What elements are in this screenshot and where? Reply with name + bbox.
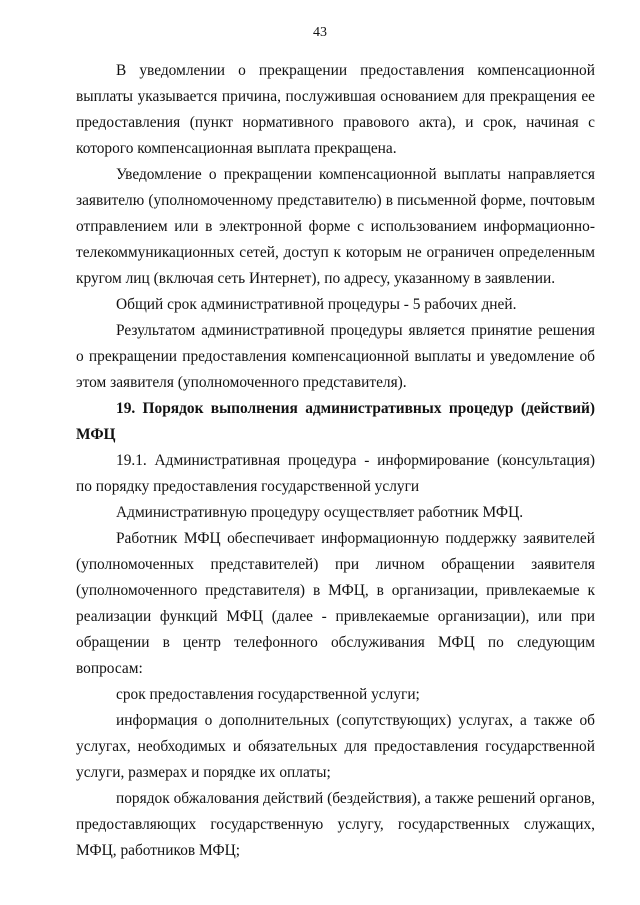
list-item-additional-services: информация о дополнительных (сопутствующих) услугах, а также об услугах, необходимых и обязательных для предоставления государственной услуги, размерах и порядке их оплаты;	[76, 712, 595, 781]
paragraph-procedure-performer: Административную процедуру осуществляет работник МФЦ.	[116, 504, 524, 521]
subsection-heading-19-1: 19.1. Административная процедура - информирование (консультация) по порядку предоставления государственной услуги	[76, 452, 595, 495]
paragraph-termination-notice-contents: В уведомлении о прекращении предоставления компенсационной выплаты указывается причина, послужившая основанием для прекращения ее предоставления (пункт нормативного правового акта), и срок, начиная с которого компенсационная выплата прекращена.	[76, 62, 595, 157]
paragraph-mfc-support: Работник МФЦ обеспечивает информационную поддержку заявителей (уполномоченных представителей) при личном обращении заявителя (уполномоченного представителя) в МФЦ, в организации, привлекаемые к реализации функций МФЦ (далее - привлекаемые организации), или при обращении в центр телефонного обслуживания МФЦ по следующим вопросам:	[76, 530, 595, 677]
paragraph-procedure-duration: Общий срок административной процедуры - 5 рабочих дней.	[116, 296, 517, 313]
list-item-service-term: срок предоставления государственной услуги;	[116, 686, 420, 703]
list-item-appeal-procedure: порядок обжалования действий (бездействия), а также решений органов, предоставляющих государственную услугу, государственных служащих, МФЦ, работников МФЦ;	[76, 790, 595, 859]
document-body	[76, 58, 595, 864]
paragraph-termination-notice-delivery: Уведомление о прекращении компенсационной выплаты направляется заявителю (уполномоченному представителю) в письменной форме, почтовым отправлением или в электронной форме с использованием информационно-телекоммуникационных сетей, доступ к которым не ограничен определенным кругом лиц (включая сеть Интернет), по адресу, указанному в заявлении.	[76, 166, 595, 287]
section-heading-19: 19. Порядок выполнения административных процедур (действий) МФЦ	[76, 400, 595, 443]
paragraph-procedure-result: Результатом административной процедуры является принятие решения о прекращении предоставления компенсационной выплаты и уведомление об этом заявителя (уполномоченного представителя).	[76, 322, 595, 391]
page-number: 43	[313, 25, 327, 40]
